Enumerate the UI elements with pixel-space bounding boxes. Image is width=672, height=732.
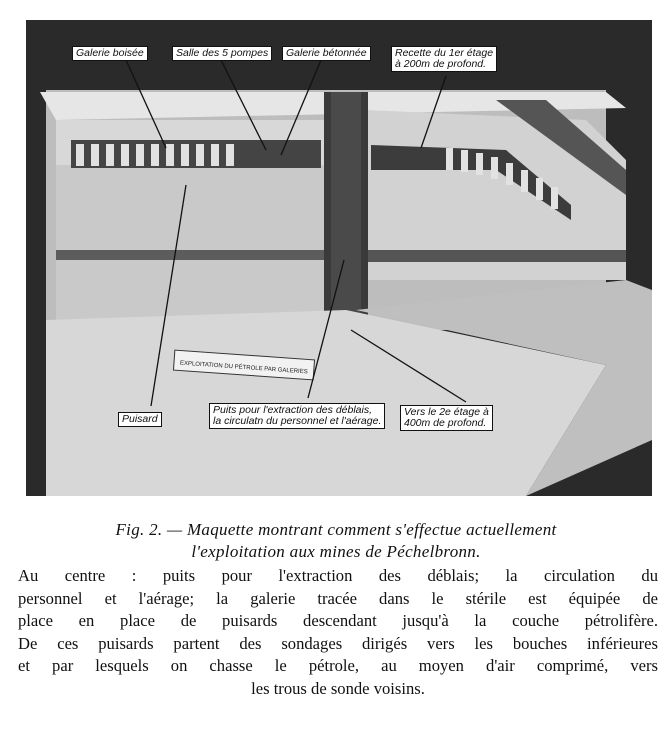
paragraph-line: Au centre : puits pour l'extraction des déblais; la circulation du xyxy=(18,566,658,585)
label-puisard: Puisard xyxy=(118,412,162,427)
paragraph-line: les trous de sonde voisins. xyxy=(251,678,425,698)
label-vers-line1: Vers le 2e étage à xyxy=(404,406,489,418)
label-vers-line2: 400m de profond. xyxy=(404,417,487,429)
paragraph-line: personnel et l'aérage; la galerie tracée dans le stérile est équipée de xyxy=(18,588,658,608)
label-recette-line1: Recette du 1er étage xyxy=(395,47,494,59)
label-galerie-betonnee: Galerie bétonnée xyxy=(282,46,371,61)
label-puits-line2: la circulatn du personnel et l'aérage. xyxy=(213,415,382,427)
caption-line-1: Fig. 2. — Maquette montrant comment s'effectue actuellement xyxy=(115,520,557,539)
paragraph-line: et par lesquels on chasse le pétrole, au moyen d'air comprimé, vers xyxy=(18,656,658,675)
label-recette-line2: à 200m de profond. xyxy=(395,58,487,70)
mine-model-photograph xyxy=(26,20,652,496)
figure-caption xyxy=(0,519,672,563)
label-recette-premier-etage xyxy=(391,46,497,72)
explanatory-paragraph xyxy=(18,565,658,700)
paragraph-line: place en place de puisards descendant jusqu'à la couche pétrolifère. xyxy=(18,611,658,630)
label-salle-des-pompes: Salle des 5 pompes xyxy=(172,46,272,61)
model-plaque-text: EXPLOITATION DU PÉTROLE PAR GALERIES xyxy=(179,360,308,376)
paragraph-line: De ces puisards partent des sondages dirigés vers les bouches inférieures xyxy=(18,633,658,653)
label-vers-deuxieme-etage xyxy=(400,405,493,431)
label-puits-extraction xyxy=(209,403,385,429)
label-puits-line1: Puits pour l'extraction des déblais, xyxy=(213,404,373,416)
caption-line-2: l'exploitation aux mines de Péchelbronn. xyxy=(191,542,481,561)
label-galerie-boisee: Galerie boisée xyxy=(72,46,148,61)
